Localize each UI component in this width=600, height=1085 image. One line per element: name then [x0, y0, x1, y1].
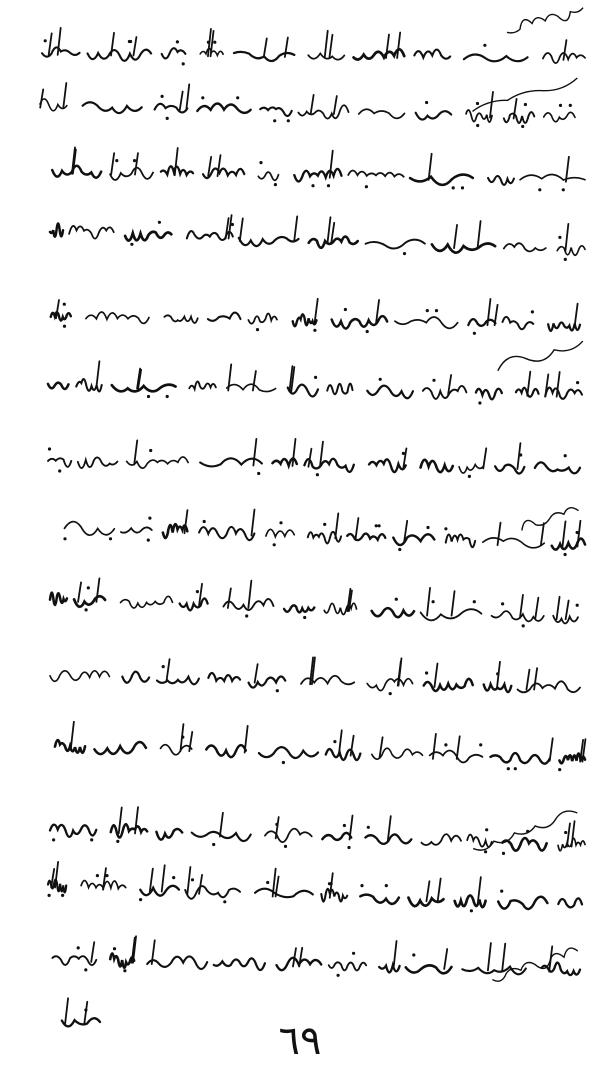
manuscript-line — [50, 578, 579, 627]
manuscript-line — [40, 83, 575, 128]
marginal-note — [472, 74, 579, 116]
manuscript-line — [52, 147, 585, 191]
marginal-note — [495, 335, 584, 375]
manuscript-line — [50, 807, 585, 855]
manuscript-line — [55, 722, 585, 771]
marginal-note — [519, 504, 579, 531]
folio-number: ٦٩ — [278, 1018, 322, 1064]
manuscript-line — [48, 361, 582, 404]
manuscript-line — [63, 510, 585, 557]
manuscript-line — [48, 439, 580, 478]
manuscript-line — [50, 215, 585, 261]
manuscript-line — [51, 299, 580, 335]
manuscript-line — [48, 862, 583, 912]
manuscript-line — [52, 936, 580, 977]
manuscript-line — [42, 28, 585, 66]
marginal-note — [505, 1, 585, 39]
manuscript-line — [50, 657, 580, 695]
